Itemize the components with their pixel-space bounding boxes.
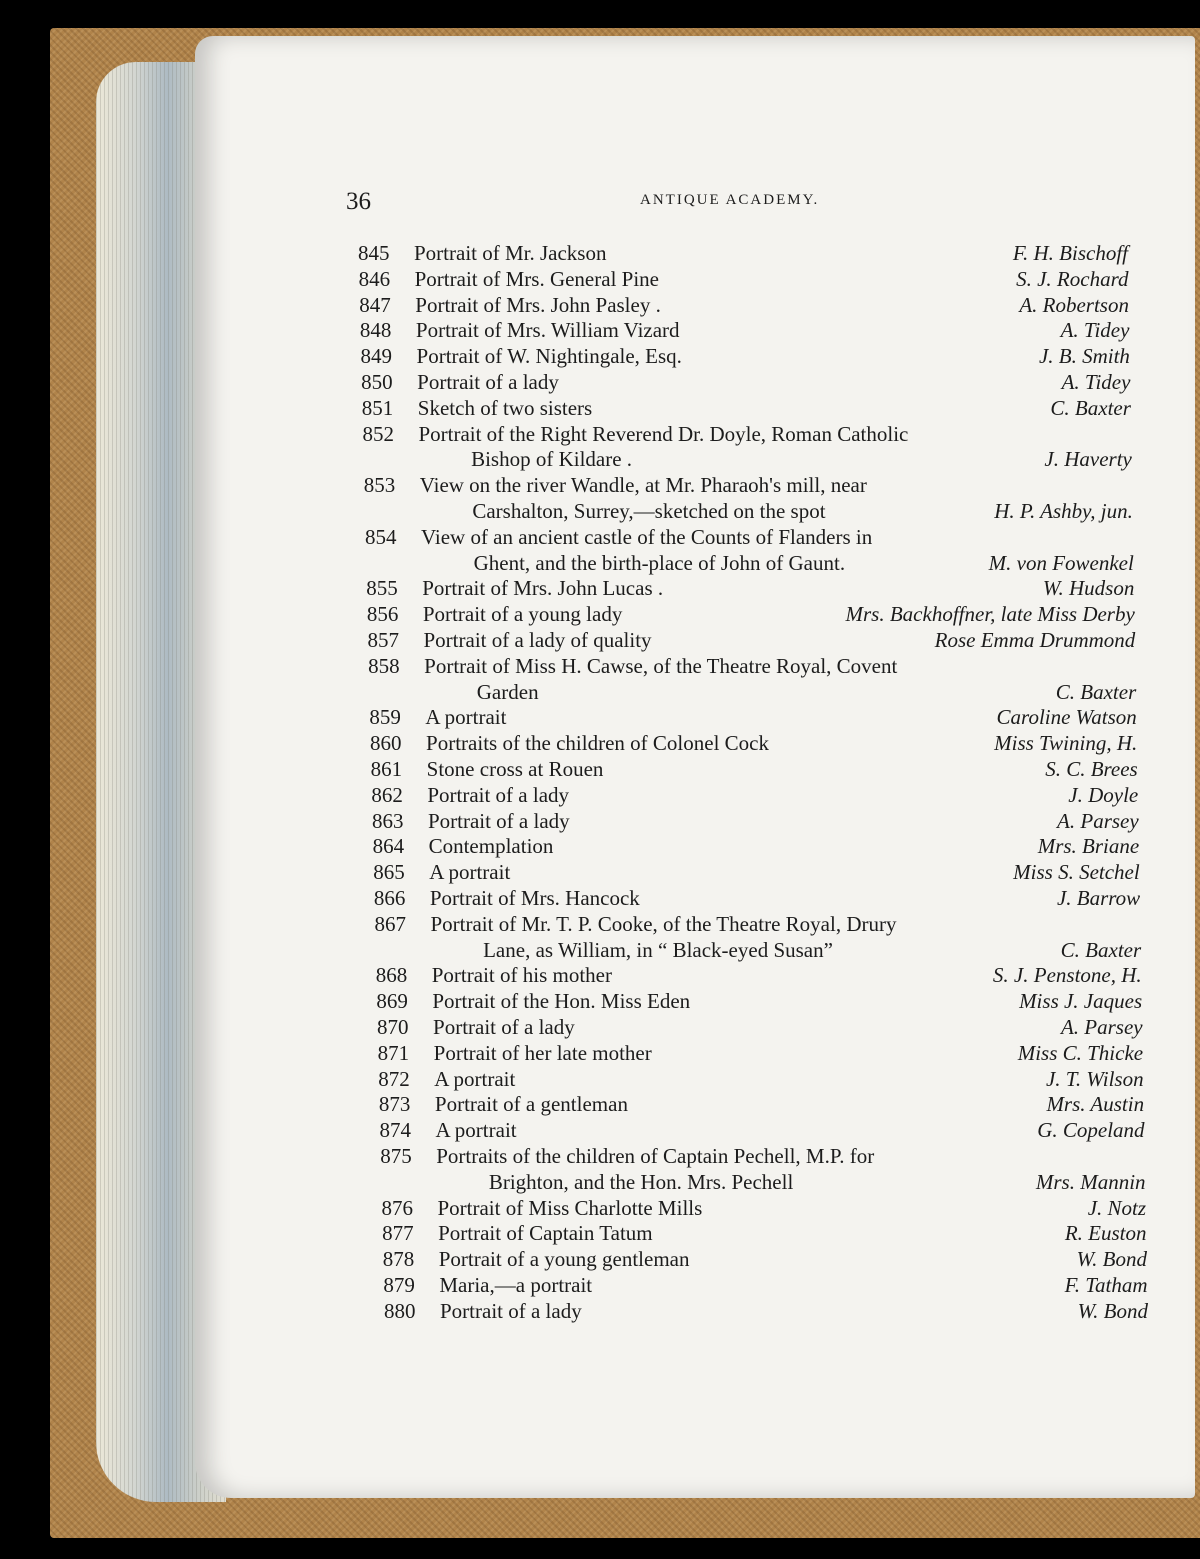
- entry-title: Portrait of a lady of quality: [423, 628, 652, 652]
- entry-artist: A. Parsey: [1057, 808, 1139, 833]
- entry-title-continuation: Lane, as William, in “ Black-eyed Susan”: [483, 937, 833, 962]
- entry-title: Portrait of the Right Reverend Dr. Doyle, Roman Catholic: [418, 421, 909, 446]
- entry-artist: J. Barrow: [1056, 886, 1141, 910]
- catalogue-entry: [362, 395, 1131, 421]
- entry-title: Contemplation: [428, 834, 554, 859]
- catalogue-entry: [371, 782, 1138, 808]
- catalogue-entry: [359, 266, 1129, 292]
- entry-title: Portrait of Mr. Jackson: [414, 241, 607, 265]
- entry-artist: C. Baxter: [1060, 937, 1142, 962]
- catalogue-entry: [374, 885, 1140, 911]
- entry-number: 872: [378, 1066, 410, 1091]
- entry-number: 866: [373, 886, 406, 910]
- entry-artist: Rose Emma Drummond: [934, 628, 1136, 652]
- entry-title-continuation: Ghent, and the birth-place of John of Gaunt.: [473, 550, 846, 575]
- entry-artist: W. Bond: [1076, 1247, 1147, 1272]
- entry-title: Portrait of a young lady: [422, 602, 623, 627]
- catalogue-entry: [378, 1066, 1143, 1092]
- entry-title: Portraits of the children of Captain Pechell, M.P. for: [436, 1144, 875, 1168]
- entry-title: Portrait of a lady: [417, 370, 559, 394]
- entry-number: 875: [380, 1144, 412, 1168]
- entry-number: 871: [377, 1040, 410, 1065]
- entry-title: Portrait of Captain Tatum: [438, 1221, 653, 1246]
- catalogue-entry: [368, 653, 1136, 679]
- entry-artist: W. Hudson: [1042, 576, 1135, 601]
- entry-title: Portrait of his mother: [431, 963, 612, 988]
- entry-number: 859: [369, 705, 401, 730]
- catalogue-entry: [377, 1014, 1143, 1040]
- entry-artist: Miss J. Jaques: [1019, 989, 1143, 1014]
- catalogue-entry-continuation: [364, 498, 1133, 524]
- entry-title: Portrait of a lady: [433, 1015, 575, 1039]
- catalogue-entry: [379, 1091, 1144, 1117]
- catalogue-entry: [372, 808, 1139, 834]
- entry-artist: J. T. Wilson: [1045, 1066, 1144, 1091]
- entry-number: 852: [362, 421, 394, 446]
- entry-number: 877: [382, 1221, 414, 1246]
- entry-number: 855: [366, 576, 398, 601]
- entry-title-continuation: Bishop of Kildare .: [471, 447, 633, 472]
- entry-title: Portrait of her late mother: [433, 1040, 652, 1065]
- catalogue-entry-continuation: [366, 550, 1134, 576]
- entry-artist: C. Baxter: [1055, 679, 1137, 704]
- catalogue-entry: [361, 343, 1130, 369]
- catalogue-entry: [378, 1040, 1143, 1066]
- entry-title: Portrait of W. Nightingale, Esq.: [416, 344, 682, 369]
- entry-title: Maria,—a portrait: [439, 1273, 593, 1297]
- entry-title: Portrait of the Hon. Miss Eden: [432, 989, 691, 1014]
- entry-number: 845: [358, 241, 390, 265]
- entry-number: 873: [378, 1092, 411, 1117]
- entry-number: 851: [361, 395, 394, 420]
- catalogue-entry: [376, 962, 1142, 988]
- entry-artist: G. Copeland: [1037, 1118, 1145, 1143]
- catalogue-entry: [367, 601, 1135, 627]
- entry-artist: Mrs. Mannin: [1035, 1169, 1146, 1194]
- entry-artist: Miss Twining, H.: [994, 731, 1138, 756]
- entry-artist: R. Euston: [1064, 1221, 1147, 1246]
- entry-title: View of an ancient castle of the Counts of Flanders in: [420, 524, 873, 549]
- entry-number: 856: [366, 602, 399, 627]
- catalogue-entry: [360, 317, 1130, 343]
- entry-title-continuation: Carshalton, Surrey,—sketched on the spot: [472, 499, 826, 523]
- running-title: ANTIQUE ACADEMY.: [640, 192, 820, 208]
- catalogue-entry: [373, 833, 1140, 859]
- entry-number: 880: [384, 1298, 416, 1323]
- entry-title: Portrait of a young gentleman: [438, 1247, 690, 1272]
- entry-title: Portrait of a lady: [440, 1298, 582, 1323]
- entry-number: 854: [364, 524, 397, 549]
- entry-number: 853: [363, 473, 396, 498]
- entry-number: 861: [370, 757, 403, 781]
- catalogue-entry: [383, 1272, 1147, 1298]
- catalogue-entry: [366, 575, 1134, 601]
- entry-artist: Mrs. Austin: [1046, 1092, 1145, 1117]
- entry-title: Portrait of Mrs. William Vizard: [415, 318, 680, 343]
- entry-artist: S. C. Brees: [1045, 757, 1138, 781]
- catalogue-entry: [384, 1298, 1148, 1324]
- entry-artist: J. Doyle: [1068, 782, 1139, 807]
- entry-title: Portraits of the children of Colonel Cock: [426, 731, 769, 756]
- entry-number: 846: [358, 266, 391, 291]
- entry-title: Portrait of a lady: [427, 808, 570, 833]
- entry-title: Portrait of Mr. T. P. Cooke, of the Theatre Royal, Drury: [430, 911, 897, 936]
- entry-title: A portrait: [429, 860, 511, 885]
- entry-artist: A. Robertson: [1019, 292, 1129, 317]
- entry-artist: A. Tidey: [1061, 370, 1131, 394]
- entry-number: 857: [367, 628, 399, 652]
- catalogue-entry: [364, 472, 1133, 498]
- entry-title: A portrait: [434, 1066, 516, 1091]
- entry-title: A portrait: [425, 705, 507, 730]
- entry-number: 860: [370, 731, 402, 756]
- entry-number: 870: [377, 1015, 409, 1039]
- entry-number: 849: [360, 344, 393, 369]
- catalogue-entry: [380, 1117, 1145, 1143]
- entry-number: 879: [383, 1273, 415, 1297]
- entry-artist: S. J. Rochard: [1016, 266, 1129, 291]
- entry-artist: W. Bond: [1077, 1298, 1148, 1323]
- catalogue-entry-continuation: [369, 679, 1137, 705]
- entry-title: Portrait of a gentleman: [434, 1092, 628, 1117]
- entry-artist: C. Baxter: [1050, 395, 1131, 420]
- entry-title-continuation: Garden: [476, 679, 539, 704]
- entry-artist: Caroline Watson: [996, 705, 1137, 730]
- catalogue-entry: [370, 730, 1137, 756]
- entry-number: 863: [371, 808, 404, 833]
- entry-number: 865: [373, 860, 405, 885]
- catalogue-entry: [358, 240, 1128, 266]
- catalogue-entry: [381, 1195, 1146, 1221]
- entry-title: Portrait of Miss Charlotte Mills: [437, 1195, 703, 1220]
- entry-number: 848: [359, 318, 392, 343]
- catalogue-entry: [369, 704, 1136, 730]
- entry-artist: Miss S. Setchel: [1013, 860, 1140, 885]
- entry-number: 862: [371, 782, 403, 807]
- catalogue-entry-continuation: [375, 937, 1141, 963]
- entry-artist: Mrs. Briane: [1037, 834, 1140, 859]
- entry-number: 847: [359, 292, 391, 317]
- catalogue-entry: [376, 988, 1142, 1014]
- entry-artist: Miss C. Thicke: [1017, 1040, 1144, 1065]
- page-number: 36: [346, 188, 371, 215]
- entry-artist: A. Parsey: [1060, 1015, 1143, 1039]
- entry-number: 869: [376, 989, 408, 1014]
- entry-title: Portrait of a lady: [427, 782, 570, 807]
- entry-artist: F. Tatham: [1064, 1273, 1148, 1297]
- entry-number: 874: [379, 1118, 412, 1143]
- catalogue-entry: [361, 369, 1130, 395]
- entry-title: A portrait: [435, 1118, 517, 1143]
- catalogue-entry-continuation: [381, 1169, 1146, 1195]
- entry-title-continuation: Brighton, and the Hon. Mrs. Pechell: [488, 1169, 794, 1194]
- entry-artist: M. von Fowenkel: [988, 550, 1134, 575]
- entry-artist: A. Tidey: [1060, 318, 1130, 343]
- entry-title: Portrait of Mrs. General Pine: [414, 266, 659, 291]
- entry-title: View on the river Wandle, at Mr. Pharaoh's mill, near: [419, 473, 867, 498]
- entry-artist: F. H. Bischoff: [1012, 241, 1128, 265]
- catalogue-entry: [374, 911, 1140, 937]
- entry-artist: J. B. Smith: [1038, 344, 1130, 369]
- catalogue-entry: [362, 421, 1131, 447]
- entry-number: 850: [361, 370, 393, 394]
- entry-title: Portrait of Mrs. Hancock: [429, 886, 640, 910]
- entry-number: 878: [382, 1247, 415, 1272]
- entry-number: 868: [375, 963, 408, 988]
- entry-artist: J. Haverty: [1044, 447, 1132, 472]
- entry-artist: Mrs. Backhoffner, late Miss Derby: [845, 602, 1135, 627]
- catalogue-entry: [380, 1143, 1145, 1169]
- entry-number: 876: [381, 1195, 413, 1220]
- entry-number: 858: [368, 653, 400, 678]
- catalogue-entry: [371, 756, 1138, 782]
- entry-number: 864: [372, 834, 405, 859]
- entry-artist: S. J. Penstone, H.: [992, 963, 1142, 988]
- catalogue-entry: [368, 627, 1136, 653]
- catalogue-entry: [365, 524, 1133, 550]
- entry-title: Portrait of Miss H. Cawse, of the Theatre Royal, Covent: [424, 653, 898, 678]
- entry-artist: J. Notz: [1087, 1195, 1147, 1220]
- catalogue-entry: [383, 1246, 1147, 1272]
- catalogue-entry-continuation: [363, 446, 1132, 472]
- catalogue-entry: [359, 292, 1129, 318]
- entry-number: 867: [374, 911, 406, 936]
- entry-title: Portrait of Mrs. John Pasley .: [415, 292, 661, 317]
- entry-title: Sketch of two sisters: [417, 395, 593, 420]
- catalogue-entry: [373, 859, 1139, 885]
- catalogue-entry: [382, 1220, 1146, 1246]
- entry-title: Stone cross at Rouen: [426, 757, 604, 781]
- entry-title: Portrait of Mrs. John Lucas .: [422, 576, 664, 601]
- entry-artist: H. P. Ashby, jun.: [994, 499, 1133, 523]
